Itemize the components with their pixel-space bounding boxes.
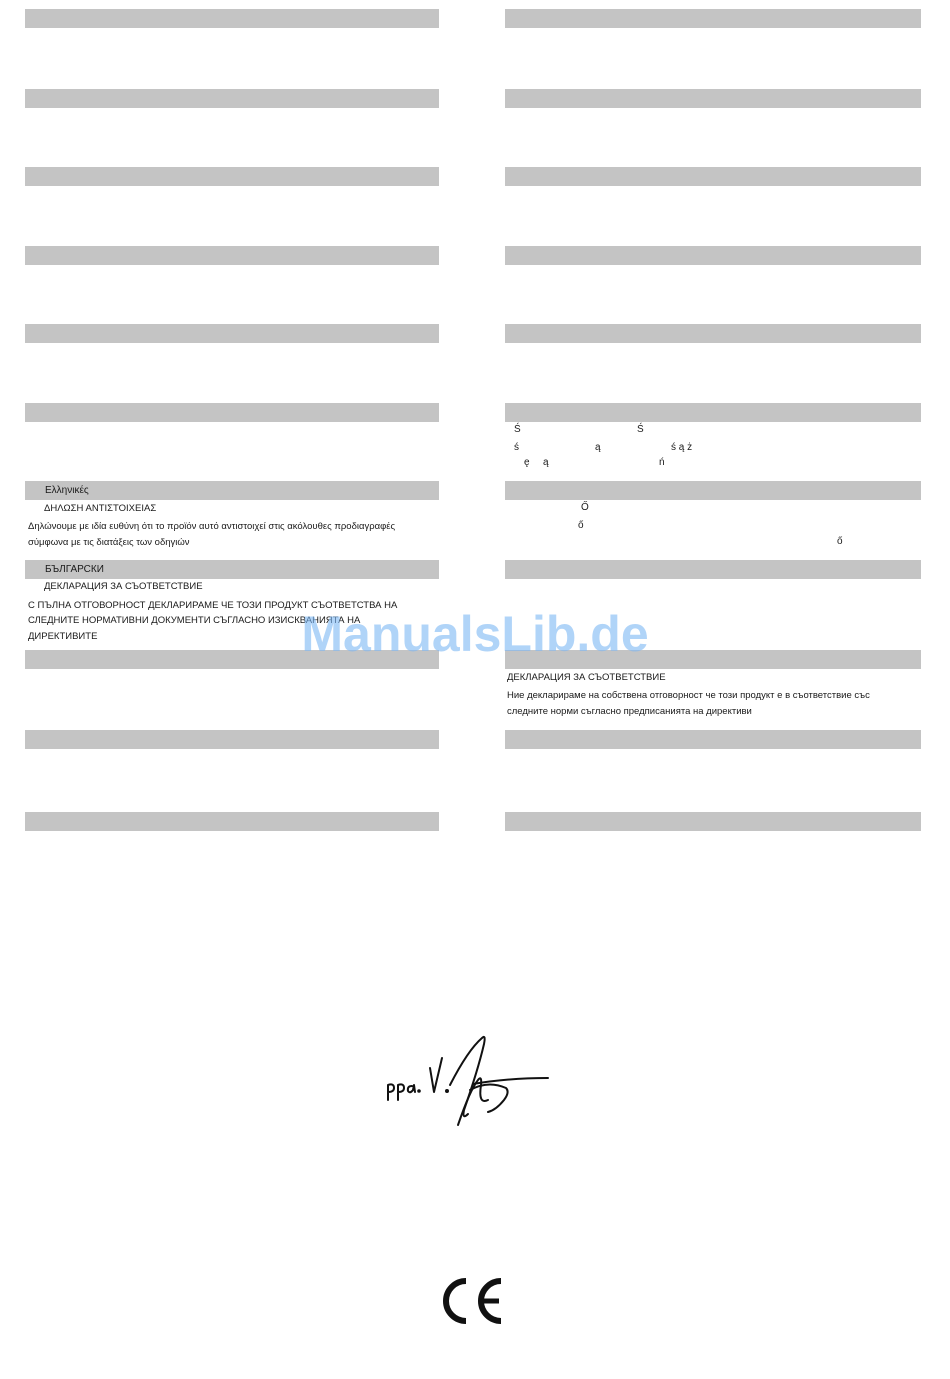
greek-line-2: σύμφωνα με τις διατάξεις των οδηγιών	[28, 537, 190, 548]
polish-fragment: ą	[595, 442, 601, 453]
hungarian-fragment: ő	[837, 536, 843, 547]
hungarian-fragment: ő	[578, 520, 584, 531]
section-bar	[25, 246, 439, 265]
section-bar-greek	[25, 481, 439, 500]
watermark: ManualsLib.de	[301, 606, 649, 662]
section-bar	[505, 730, 921, 749]
section-bar	[25, 9, 439, 28]
right-bulgarian-title: ДЕКЛАРАЦИЯ ЗА СЪОТВЕТСТВИЕ	[507, 672, 666, 683]
bulgarian-language-label: БЪЛГАРСКИ	[45, 564, 104, 575]
section-bar	[505, 403, 921, 422]
bulgarian-line-3: ДИРЕКТИВИТЕ	[28, 631, 98, 642]
greek-line-1: Δηλώνουμε με ιδία ευθύνη ότι το προϊόν αυτό αντιστοιχεί στις ακόλουθες προδιαγραφές	[28, 521, 396, 532]
section-bar	[505, 89, 921, 108]
hungarian-fragment: Ő	[581, 502, 589, 513]
bulgarian-title: ДЕКЛАРАЦИЯ ЗА СЪОТВЕТСТВИЕ	[44, 581, 203, 592]
section-bar	[505, 812, 921, 831]
section-bar	[25, 730, 439, 749]
right-bulgarian-line-1: Ние декларираме на собствена отговорност че този продукт е в съответствие със	[507, 690, 870, 701]
right-bulgarian-line-2: следните норми съгласно предписанията на директиви	[507, 706, 752, 717]
bulgarian-line-1: С ПЪЛНА ОТГОВОРНОСТ ДЕКЛАРИРАМЕ ЧЕ ТОЗИ ПРОДУКТ СЪОТВЕТСТВА НА	[28, 600, 398, 611]
ce-mark-icon	[437, 1277, 505, 1325]
polish-fragment: ń	[659, 457, 665, 468]
polish-fragment: ę	[524, 457, 530, 468]
greek-title: ΔΗΛΩΣΗ ΑΝΤΙΣΤΟΙΧΕΙΑΣ	[44, 503, 157, 514]
section-bar	[25, 812, 439, 831]
signature-image	[378, 1030, 558, 1140]
section-bar	[505, 560, 921, 579]
bulgarian-line-2: СЛЕДНИТЕ НОРМАТИВНИ ДОКУМЕНТИ СЪГЛАСНО ИЗИСКВАНИЯТА НА	[28, 615, 361, 626]
section-bar	[25, 167, 439, 186]
section-bar	[505, 324, 921, 343]
section-bar	[505, 9, 921, 28]
polish-fragment: ś	[514, 442, 519, 453]
polish-fragment: ą	[543, 457, 549, 468]
section-bar	[505, 481, 921, 500]
greek-language-label: Ελληνικές	[45, 485, 89, 496]
section-bar	[25, 89, 439, 108]
polish-fragment: ś ą ż	[671, 442, 693, 453]
section-bar	[25, 324, 439, 343]
section-bar-bulgarian	[25, 560, 439, 579]
polish-fragment: Ś	[514, 424, 521, 435]
polish-fragment: Ś	[637, 424, 644, 435]
section-bar	[25, 403, 439, 422]
section-bar	[505, 246, 921, 265]
section-bar	[505, 167, 921, 186]
